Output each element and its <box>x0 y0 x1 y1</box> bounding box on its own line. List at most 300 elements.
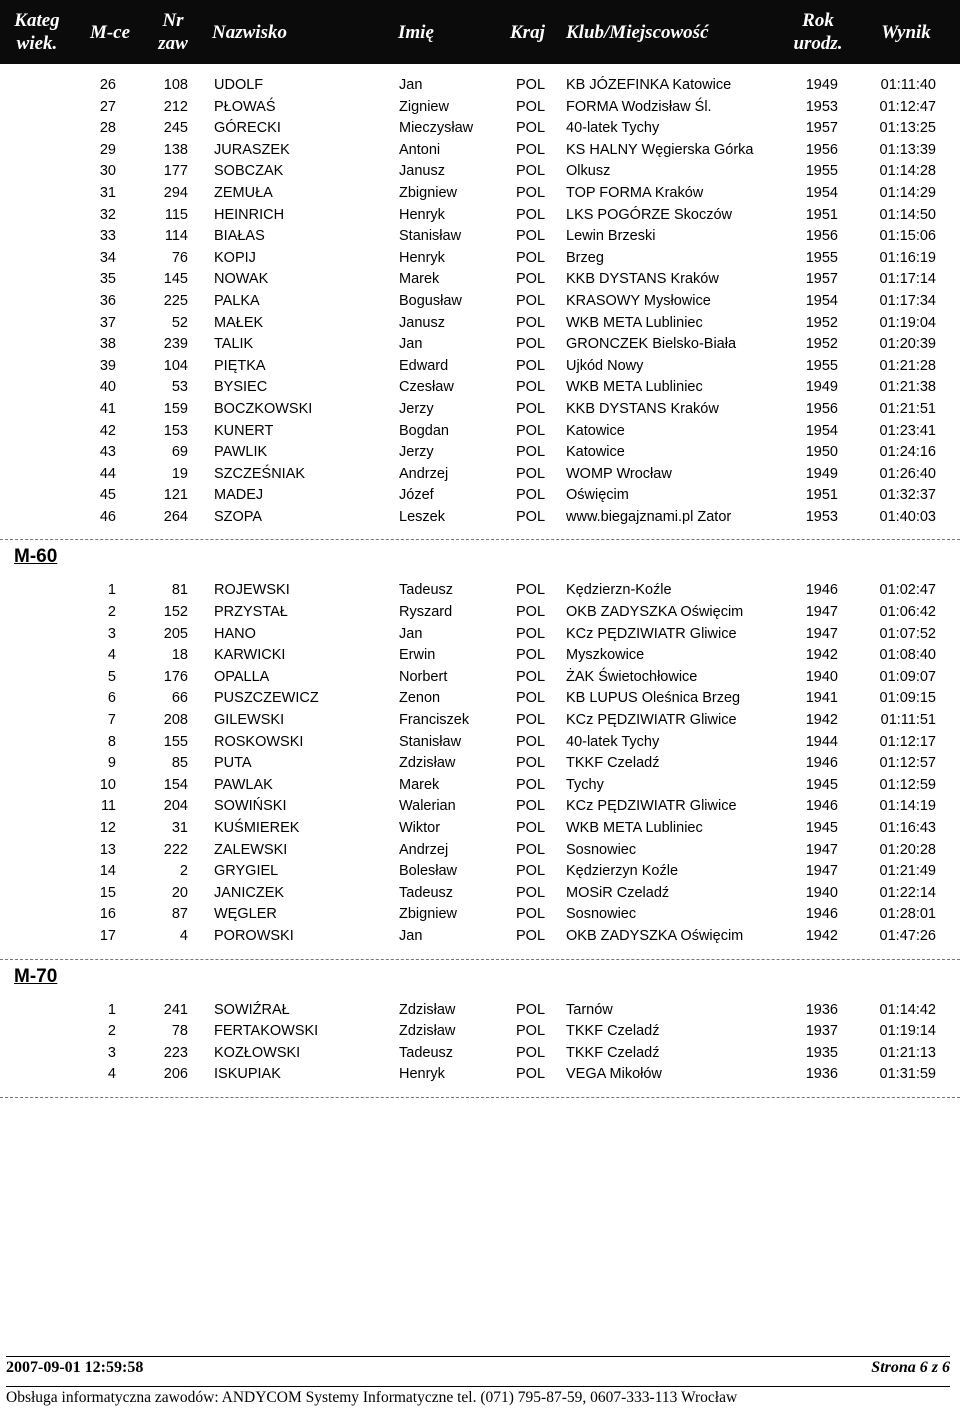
country-cell: POL <box>516 927 546 944</box>
club-cell: 40-latek Tychy <box>566 733 660 750</box>
bib-cell: 4 <box>179 927 188 944</box>
club-cell: KKB DYSTANS Kraków <box>566 400 719 417</box>
place-cell: 39 <box>99 357 116 374</box>
table-row <box>0 226 960 248</box>
bib-cell: 104 <box>163 357 188 374</box>
place-cell: 45 <box>99 487 116 504</box>
firstname-cell: Edward <box>399 357 449 374</box>
surname-cell: HEINRICH <box>214 206 285 223</box>
place-cell: 15 <box>99 884 116 901</box>
result-cell: 01:28:01 <box>879 906 936 923</box>
firstname-cell: Stanisław <box>399 228 462 245</box>
header-firstname-label: Imię <box>398 22 434 43</box>
firstname-cell: Zdzisław <box>399 755 456 772</box>
bib-cell: 138 <box>163 141 188 158</box>
category-header <box>0 546 960 580</box>
table-row <box>0 356 960 378</box>
result-cell: 01:26:40 <box>879 465 936 482</box>
country-cell: POL <box>516 884 546 901</box>
firstname-cell: Zenon <box>399 690 441 707</box>
result-cell: 01:14:42 <box>879 1001 936 1018</box>
surname-cell: PAWLAK <box>214 776 273 793</box>
place-cell: 12 <box>99 820 116 836</box>
surname-cell: SOBCZAK <box>214 163 284 180</box>
result-cell: 01:31:59 <box>879 1066 936 1083</box>
surname-cell: UDOLF <box>214 77 264 93</box>
table-row <box>0 732 960 754</box>
surname-cell: KUŚMIEREK <box>214 820 300 836</box>
table-row <box>0 507 960 529</box>
country-cell: POL <box>516 336 546 353</box>
table-row <box>0 624 960 646</box>
club-cell: Tarnów <box>566 1001 613 1018</box>
place-cell: 16 <box>99 906 116 923</box>
year-cell: 1944 <box>805 733 838 750</box>
surname-cell: BYSIEC <box>214 379 268 396</box>
table-row <box>0 421 960 443</box>
surname-cell: ISKUPIAK <box>214 1066 281 1083</box>
year-cell: 1947 <box>805 863 838 880</box>
surname-cell: KUNERT <box>214 422 274 439</box>
firstname-cell: Jan <box>399 336 423 353</box>
category-label: M-70 <box>14 965 58 987</box>
club-cell: WKB META Lubliniec <box>566 379 703 396</box>
year-cell: 1953 <box>805 98 838 115</box>
firstname-cell: Stanisław <box>399 733 462 750</box>
club-cell: KRASOWY Mysłowice <box>566 292 711 309</box>
year-cell: 1956 <box>805 228 838 245</box>
club-cell: TOP FORMA Kraków <box>566 184 704 201</box>
surname-cell: JURASZEK <box>214 141 290 158</box>
country-cell: POL <box>516 249 546 266</box>
place-cell: 34 <box>99 249 116 266</box>
place-cell: 1 <box>107 1001 116 1018</box>
place-cell: 26 <box>99 77 116 93</box>
firstname-cell: Tadeusz <box>399 884 454 901</box>
header-bib <box>150 9 196 55</box>
place-cell: 9 <box>107 755 116 772</box>
result-cell: 01:21:49 <box>879 863 936 880</box>
year-cell: 1946 <box>805 582 838 599</box>
place-cell: 6 <box>107 690 116 707</box>
result-cell: 01:14:28 <box>879 163 936 180</box>
country-cell: POL <box>516 712 546 729</box>
country-cell: POL <box>516 906 546 923</box>
place-cell: 1 <box>107 582 116 599</box>
result-cell: 01:09:07 <box>879 668 936 685</box>
table-row <box>0 291 960 313</box>
firstname-cell: Zdzisław <box>399 1023 456 1040</box>
table-row <box>0 248 960 270</box>
place-cell: 41 <box>99 400 116 417</box>
table-row <box>0 861 960 883</box>
bib-cell: 155 <box>163 733 188 750</box>
surname-cell: PAWLIK <box>214 444 268 461</box>
club-cell: Sosnowiec <box>566 841 637 858</box>
place-cell: 11 <box>100 798 116 815</box>
result-cell: 01:16:43 <box>879 820 936 836</box>
firstname-cell: Erwin <box>399 647 436 664</box>
bib-cell: 69 <box>171 444 188 461</box>
table-row <box>0 140 960 162</box>
year-cell: 1950 <box>805 444 838 461</box>
table-row <box>0 183 960 205</box>
result-cell: 01:21:51 <box>879 400 936 417</box>
result-cell: 01:24:16 <box>879 444 936 461</box>
surname-cell: MADEJ <box>214 487 264 504</box>
firstname-cell: Wiktor <box>399 820 441 836</box>
place-cell: 29 <box>99 141 116 158</box>
category-header <box>0 966 960 1000</box>
club-cell: OKB ZADYSZKA Oświęcim <box>566 604 744 621</box>
result-cell: 01:23:41 <box>879 422 936 439</box>
year-cell: 1936 <box>805 1066 838 1083</box>
place-cell: 7 <box>107 712 116 729</box>
surname-cell: OPALLA <box>214 668 270 685</box>
bib-cell: 294 <box>163 184 188 201</box>
result-cell: 01:02:47 <box>879 582 936 599</box>
result-cell: 01:14:19 <box>879 798 936 815</box>
header-club <box>566 21 736 44</box>
surname-cell: PRZYSTAŁ <box>214 604 288 621</box>
country-cell: POL <box>516 820 546 836</box>
club-cell: Sosnowiec <box>566 906 637 923</box>
result-cell: 01:19:14 <box>879 1023 936 1040</box>
bib-cell: 204 <box>163 798 188 815</box>
surname-cell: POROWSKI <box>214 927 294 944</box>
surname-cell: ZALEWSKI <box>214 841 288 858</box>
table-row <box>0 269 960 291</box>
bib-cell: 177 <box>163 163 188 180</box>
surname-cell: GÓRECKI <box>214 120 281 137</box>
firstname-cell: Zigniew <box>399 98 449 115</box>
header-country-label: Kraj <box>510 22 545 43</box>
firstname-cell: Jan <box>399 77 423 93</box>
header-bib-line1: Nr <box>162 10 184 31</box>
result-cell: 01:14:50 <box>879 206 936 223</box>
firstname-cell: Ryszard <box>399 604 453 621</box>
place-cell: 3 <box>107 625 116 642</box>
firstname-cell: Janusz <box>399 163 445 180</box>
firstname-cell: Józef <box>399 487 434 504</box>
year-cell: 1951 <box>805 487 838 504</box>
country-cell: POL <box>516 487 546 504</box>
year-cell: 1945 <box>805 776 838 793</box>
result-cell: 01:12:59 <box>879 776 936 793</box>
result-cell: 01:08:40 <box>879 647 936 664</box>
result-cell: 01:12:57 <box>879 755 936 772</box>
country-cell: POL <box>516 314 546 331</box>
place-cell: 8 <box>107 733 116 750</box>
club-cell: Katowice <box>566 444 625 461</box>
result-cell: 01:32:37 <box>879 487 936 504</box>
bib-cell: 206 <box>163 1066 188 1083</box>
surname-cell: SZOPA <box>214 508 263 525</box>
surname-cell: PUTA <box>214 755 252 772</box>
place-cell: 36 <box>99 292 116 309</box>
year-cell: 1947 <box>805 604 838 621</box>
table-row <box>0 904 960 926</box>
bib-cell: 176 <box>163 668 188 685</box>
year-cell: 1957 <box>805 120 838 137</box>
country-cell: POL <box>516 647 546 664</box>
bib-cell: 19 <box>171 465 188 482</box>
place-cell: 30 <box>99 163 116 180</box>
surname-cell: PALKA <box>214 292 260 309</box>
surname-cell: NOWAK <box>214 271 269 288</box>
table-row <box>0 442 960 464</box>
club-cell: OKB ZADYSZKA Oświęcim <box>566 927 744 944</box>
year-cell: 1955 <box>805 249 838 266</box>
year-cell: 1947 <box>805 625 838 642</box>
header-surname-label: Nazwisko <box>212 22 287 43</box>
result-cell: 01:11:40 <box>880 77 936 93</box>
place-cell: 28 <box>99 120 116 137</box>
year-cell: 1936 <box>805 1001 838 1018</box>
category-label: M-60 <box>14 546 58 568</box>
year-cell: 1946 <box>805 906 838 923</box>
table-row <box>0 334 960 356</box>
club-cell: ŻAK Świetochłowice <box>566 668 698 685</box>
year-cell: 1951 <box>805 206 838 223</box>
firstname-cell: Andrzej <box>399 841 449 858</box>
result-cell: 01:40:03 <box>879 508 936 525</box>
table-row <box>0 926 960 948</box>
firstname-cell: Bogusław <box>399 292 462 309</box>
country-cell: POL <box>516 668 546 685</box>
country-cell: POL <box>516 755 546 772</box>
year-cell: 1946 <box>805 755 838 772</box>
bib-cell: 66 <box>171 690 188 707</box>
club-cell: TKKF Czeladź <box>566 755 660 772</box>
result-cell: 01:16:19 <box>879 249 936 266</box>
bib-cell: 159 <box>163 400 188 417</box>
firstname-cell: Czesław <box>399 379 454 396</box>
club-cell: Katowice <box>566 422 625 439</box>
country-cell: POL <box>516 163 546 180</box>
surname-cell: GILEWSKI <box>214 712 285 729</box>
country-cell: POL <box>516 465 546 482</box>
result-cell: 01:19:04 <box>879 314 936 331</box>
header-result <box>870 21 942 44</box>
surname-cell: HANO <box>214 625 256 642</box>
firstname-cell: Zdzisław <box>399 1001 456 1018</box>
result-cell: 01:20:28 <box>879 841 936 858</box>
country-cell: POL <box>516 798 546 815</box>
bib-cell: 264 <box>163 508 188 525</box>
year-cell: 1954 <box>805 292 838 309</box>
table-row <box>0 753 960 775</box>
table-row <box>0 688 960 710</box>
club-cell: LKS POGÓRZE Skoczów <box>566 206 732 223</box>
country-cell: POL <box>516 841 546 858</box>
club-cell: VEGA Mikołów <box>566 1066 662 1083</box>
country-cell: POL <box>516 400 546 417</box>
bib-cell: 81 <box>171 582 188 599</box>
result-cell: 01:09:15 <box>879 690 936 707</box>
year-cell: 1953 <box>805 508 838 525</box>
firstname-cell: Bolesław <box>399 863 458 880</box>
result-cell: 01:22:14 <box>879 884 936 901</box>
header-surname <box>212 21 302 44</box>
year-cell: 1942 <box>805 927 838 944</box>
country-cell: POL <box>516 690 546 707</box>
year-cell: 1956 <box>805 141 838 158</box>
year-cell: 1942 <box>805 647 838 664</box>
club-cell: KCz PĘDZIWIATR Gliwice <box>566 625 737 642</box>
result-cell: 01:13:25 <box>879 120 936 137</box>
place-cell: 2 <box>107 1023 116 1040</box>
year-cell: 1952 <box>805 336 838 353</box>
year-cell: 1954 <box>805 184 838 201</box>
footer-page: Strona 6 z 6 <box>871 1359 950 1376</box>
bib-cell: 223 <box>163 1044 188 1061</box>
result-cell: 01:13:39 <box>879 141 936 158</box>
country-cell: POL <box>516 77 546 93</box>
place-cell: 14 <box>99 863 116 880</box>
place-cell: 40 <box>99 379 116 396</box>
header-category-line1: Kateg <box>14 10 60 31</box>
country-cell: POL <box>516 604 546 621</box>
place-cell: 5 <box>107 668 116 685</box>
firstname-cell: Janusz <box>399 314 445 331</box>
firstname-cell: Zbigniew <box>399 906 458 923</box>
bib-cell: 78 <box>171 1023 188 1040</box>
firstname-cell: Henryk <box>399 249 445 266</box>
club-cell: TKKF Czeladź <box>566 1023 660 1040</box>
result-cell: 01:07:52 <box>879 625 936 642</box>
header-place <box>80 21 140 44</box>
surname-cell: GRYGIEL <box>214 863 279 880</box>
country-cell: POL <box>516 1044 546 1061</box>
club-cell: Oświęcim <box>566 487 629 504</box>
bib-cell: 114 <box>164 228 188 245</box>
place-cell: 46 <box>99 508 116 525</box>
club-cell: WKB META Lubliniec <box>566 314 703 331</box>
result-cell: 01:21:28 <box>879 357 936 374</box>
surname-cell: JANICZEK <box>214 884 285 901</box>
place-cell: 4 <box>107 1066 116 1083</box>
firstname-cell: Tadeusz <box>399 582 454 599</box>
bib-cell: 225 <box>163 292 188 309</box>
result-cell: 01:17:34 <box>879 292 936 309</box>
firstname-cell: Jerzy <box>399 400 434 417</box>
table-row <box>0 818 960 840</box>
year-cell: 1940 <box>805 668 838 685</box>
bib-cell: 87 <box>171 906 188 923</box>
result-cell: 01:20:39 <box>879 336 936 353</box>
table-row <box>0 399 960 421</box>
firstname-cell: Henryk <box>399 1066 445 1083</box>
result-cell: 01:21:13 <box>879 1044 936 1061</box>
table-row <box>0 1000 960 1022</box>
surname-cell: SZCZEŚNIAK <box>214 465 306 482</box>
club-cell: www.biegajznami.pl Zator <box>566 508 732 525</box>
table-row <box>0 377 960 399</box>
bib-cell: 108 <box>163 77 188 93</box>
surname-cell: ZEMUŁA <box>214 184 273 201</box>
club-cell: Kędzierzn-Koźle <box>566 582 672 599</box>
bib-cell: 53 <box>171 379 188 396</box>
surname-cell: SOWIŹRAŁ <box>214 1001 290 1018</box>
table-row <box>0 580 960 602</box>
bib-cell: 121 <box>163 487 188 504</box>
table-row <box>0 645 960 667</box>
club-cell: Myszkowice <box>566 647 645 664</box>
year-cell: 1946 <box>805 798 838 815</box>
club-cell: KB LUPUS Oleśnica Brzeg <box>566 690 741 707</box>
bib-cell: 76 <box>171 249 188 266</box>
bib-cell: 2 <box>179 863 188 880</box>
club-cell: WOMP Wrocław <box>566 465 672 482</box>
year-cell: 1957 <box>805 271 838 288</box>
club-cell: 40-latek Tychy <box>566 120 660 137</box>
country-cell: POL <box>516 271 546 288</box>
place-cell: 38 <box>99 336 116 353</box>
year-cell: 1955 <box>805 357 838 374</box>
surname-cell: MAŁEK <box>214 314 264 331</box>
table-row <box>0 161 960 183</box>
result-cell: 01:12:47 <box>879 98 936 115</box>
place-cell: 43 <box>99 444 116 461</box>
bib-cell: 241 <box>163 1001 188 1018</box>
header-place-label: M-ce <box>89 22 131 43</box>
surname-cell: FERTAKOWSKI <box>214 1023 319 1040</box>
club-cell: KCz PĘDZIWIATR Gliwice <box>566 712 737 729</box>
year-cell: 1937 <box>805 1023 838 1040</box>
country-cell: POL <box>516 625 546 642</box>
firstname-cell: Jan <box>399 927 423 944</box>
firstname-cell: Mieczysław <box>399 120 474 137</box>
firstname-cell: Leszek <box>399 508 445 525</box>
country-cell: POL <box>516 422 546 439</box>
bib-cell: 31 <box>171 820 188 836</box>
country-cell: POL <box>516 733 546 750</box>
place-cell: 4 <box>107 647 116 664</box>
result-cell: 01:15:06 <box>879 228 936 245</box>
header-category-line2: wiek. <box>16 33 58 54</box>
club-cell: GRONCZEK Bielsko-Biała <box>566 336 737 353</box>
section-separator <box>0 959 960 960</box>
place-cell: 17 <box>99 927 116 944</box>
club-cell: Tychy <box>566 776 604 793</box>
firstname-cell: Jerzy <box>399 444 434 461</box>
header-year-line2: urodz. <box>793 33 843 54</box>
club-cell: KS HALNY Węgierska Górka <box>566 141 754 158</box>
table-row <box>0 796 960 818</box>
club-cell: Brzeg <box>566 249 604 266</box>
section-separator <box>0 539 960 540</box>
country-cell: POL <box>516 141 546 158</box>
country-cell: POL <box>516 228 546 245</box>
table-row <box>0 97 960 119</box>
firstname-cell: Andrzej <box>399 465 449 482</box>
year-cell: 1935 <box>805 1044 838 1061</box>
surname-cell: PŁOWAŚ <box>214 98 276 115</box>
club-cell: KCz PĘDZIWIATR Gliwice <box>566 798 737 815</box>
year-cell: 1955 <box>805 163 838 180</box>
result-cell: 01:14:29 <box>879 184 936 201</box>
surname-cell: ROJEWSKI <box>214 582 290 599</box>
surname-cell: SOWIŃSKI <box>214 798 287 815</box>
firstname-cell: Marek <box>399 776 440 793</box>
surname-cell: BIAŁAS <box>214 228 265 245</box>
country-cell: POL <box>516 582 546 599</box>
club-cell: TKKF Czeladź <box>566 1044 660 1061</box>
place-cell: 10 <box>99 776 116 793</box>
header-country <box>510 21 556 44</box>
footer-credits: Obsługa informatyczna zawodów: ANDYCOM Systemy Informatyczne tel. (071) 795-87-59, 0607-333-113 Wrocław <box>6 1386 950 1407</box>
